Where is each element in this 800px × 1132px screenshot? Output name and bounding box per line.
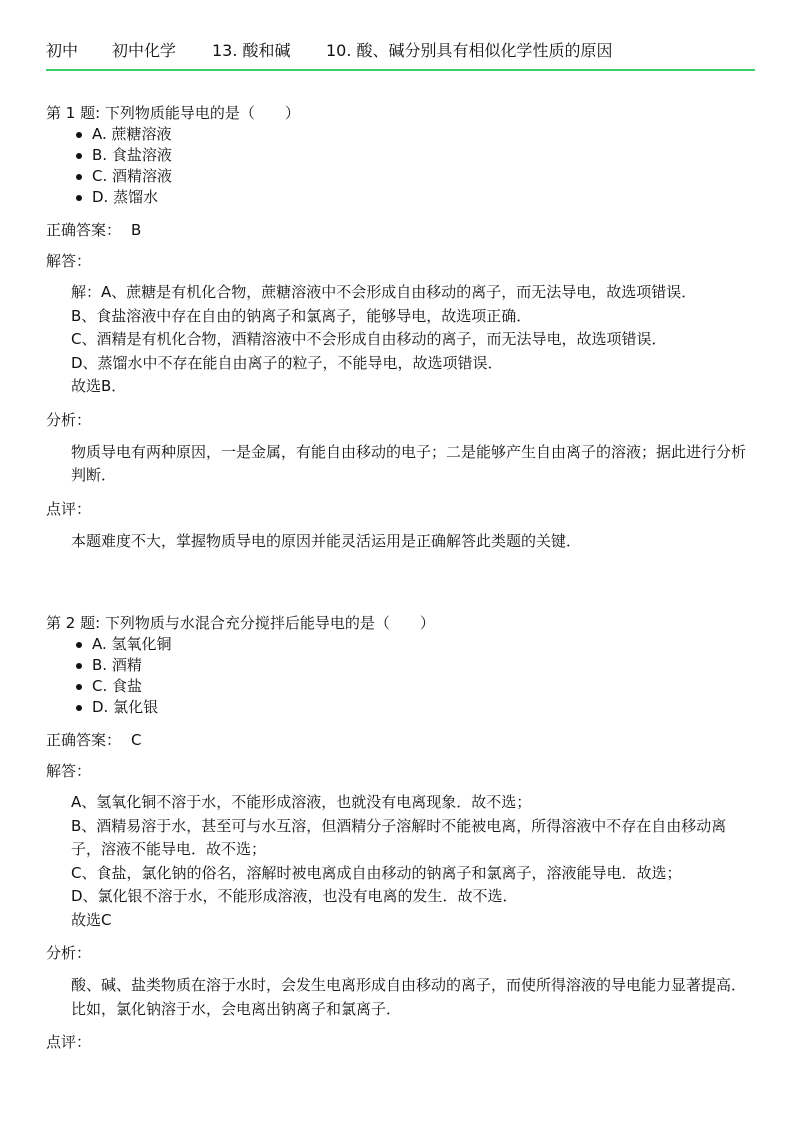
solution-label: 解答： (46, 252, 92, 270)
option-b: B. 食盐溶液 (46, 145, 756, 166)
question-title: 第 2 题: 下列物质与水混合充分搅拌后能导电的是（ ） (46, 614, 435, 632)
breadcrumb-level-3[interactable]: 13. 酸和碱 (212, 41, 291, 60)
option-list (46, 634, 756, 718)
solution-line: B、食盐溶液中存在自由的钠离子和氯离子，能够导电，故选项正确． (71, 306, 532, 325)
correct-answer-label: 正确答案： (46, 221, 122, 239)
solution-line: D、蒸馏水中不存在能自由离子的粒子，不能导电，故选项错误． (71, 353, 503, 372)
analysis-label: 分析： (46, 410, 92, 429)
analysis-paragraph: 物质导电有两种原因，一是金属，有能自由移动的电子；二是能够产生自由离子的溶液；据此进行分析判断． (71, 442, 747, 484)
solution-line: 故选B． (71, 377, 127, 395)
comment-text (71, 530, 751, 554)
comment-label: 点评： (46, 499, 92, 518)
option-a: A. 氢氧化铜 (46, 634, 756, 655)
question-2 (46, 613, 756, 1052)
breadcrumb-level-1[interactable]: 初中 (46, 41, 79, 60)
solution-label: 解答： (46, 762, 92, 780)
correct-answer (46, 730, 756, 750)
breadcrumb-level-4[interactable]: 10. 酸、碱分别具有相似化学性质的原因 (326, 41, 613, 60)
comment-paragraph: 本题难度不大，掌握物质导电的原因并能灵活运用是正确解答此类题的关键． (71, 531, 582, 550)
option-d: D. 蒸馏水 (46, 187, 756, 208)
option-a: A. 蔗糖溶液 (46, 124, 756, 145)
question-1 (46, 103, 756, 553)
option-d: D. 氯化银 (46, 697, 756, 718)
correct-answer (46, 220, 756, 240)
analysis-label: 分析： (46, 944, 92, 962)
option-b: B. 酒精 (46, 655, 756, 676)
correct-answer-value: B (131, 221, 142, 239)
question-title: 第 1 题: 下列物质能导电的是（ ） (46, 104, 300, 122)
comment-label: 点评： (46, 1033, 92, 1051)
breadcrumb-level-2[interactable]: 初中化学 (112, 41, 177, 60)
solution-line: 解：A、蔗糖是有机化合物，蔗糖溶液中不会形成自由移动的离子，而无法导电，故选项错误． (71, 283, 697, 301)
breadcrumb (46, 38, 754, 64)
analysis-text (71, 441, 751, 488)
solution-line: A、氢氧化铜不溶于水，不能形成溶液，也就没有电离现象．故不选； (71, 793, 532, 811)
correct-answer-value: C (131, 731, 142, 749)
analysis-paragraph: 酸、碱、盐类物质在溶于水时，会发生电离形成自由移动的离子，而使所得溶液的导电能力显著提高．比如，氯化钠溶于水，会电离出钠离子和氯离子． (71, 976, 747, 1018)
analysis-text (71, 974, 751, 1021)
solution-text (71, 281, 751, 399)
solution-line: D、氯化银不溶于水，不能形成溶液，也没有电离的发生．故不选． (71, 887, 518, 905)
option-c: C. 食盐 (46, 676, 756, 697)
solution-line: 故选C (71, 910, 112, 929)
solution-line: C、酒精是有机化合物，酒精溶液中不会形成自由移动的离子，而无法导电，故选项错误． (71, 330, 667, 348)
solution-line: B、酒精易溶于水，甚至可与水互溶，但酒精分子溶解时不能被电离，所得溶液中不存在自由移动离子，溶液不能导电．故不选； (71, 816, 727, 858)
solution-text (71, 791, 751, 932)
option-c: C. 酒精溶液 (46, 166, 756, 187)
correct-answer-label: 正确答案： (46, 731, 122, 749)
option-list (46, 124, 756, 208)
solution-line: C、食盐，氯化钠的俗名，溶解时被电离成自由移动的钠离子和氯离子，溶液能导电．故选； (71, 863, 682, 882)
header-divider (46, 69, 755, 71)
